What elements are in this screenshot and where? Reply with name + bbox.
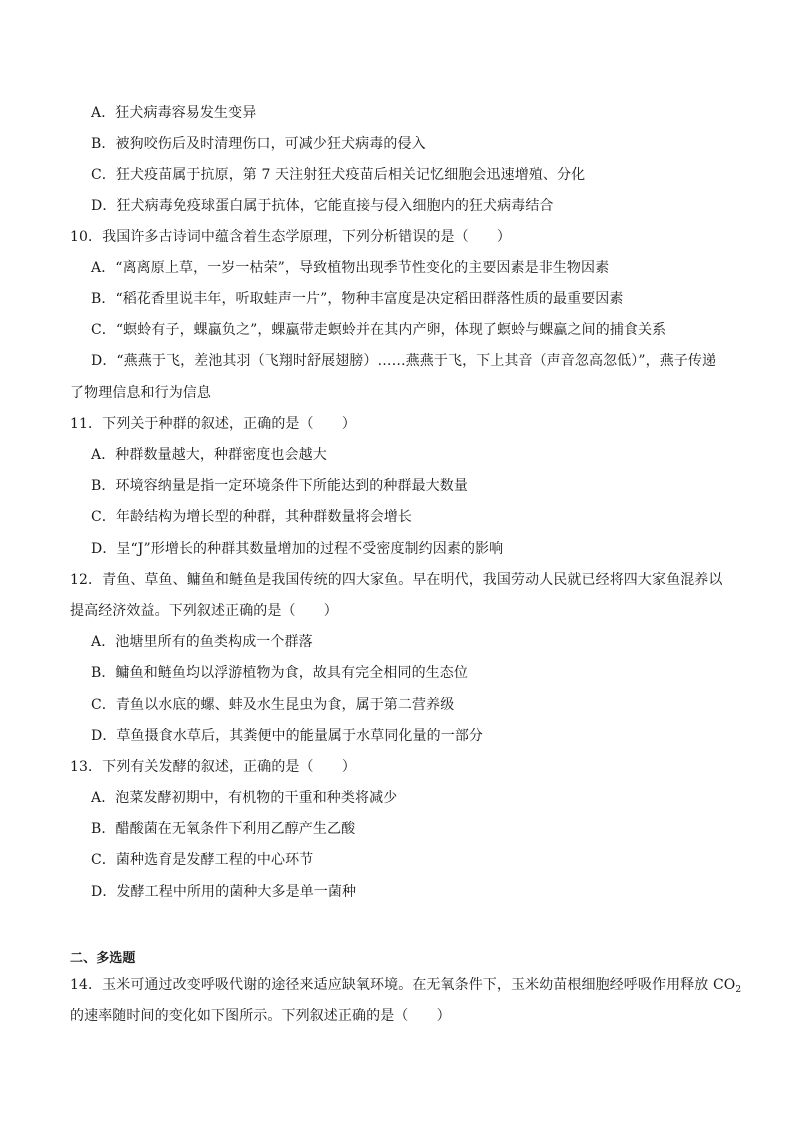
q14-stem-line-2: 的速率随时间的变化如下图所示。下列叙述正确的是（ ） [70, 1008, 451, 1024]
q10-option-c: C．“螟蛉有子，蜾蠃负之”，蜾蠃带走螟蛉并在其内产卵，体现了螟蛉与蜾蠃之间的捕食关系 [91, 322, 667, 338]
q12-stem-line-2: 提高经济效益。下列叙述正确的是（ ） [70, 603, 338, 619]
q10-option-d: D．“燕燕于飞，差池其羽（飞翔时舒展翅膀）……燕燕于飞，下上其音（声音忽高忽低）”，燕子传递 [91, 353, 717, 369]
q12-option-a: A．池塘里所有的鱼类构成一个群落 [91, 634, 313, 650]
q11-option-c: C．年龄结构为增长型的种群，其种群数量将会增长 [91, 509, 413, 525]
q9-option-c: C．狂犬疫苗属于抗原，第 7 天注射狂犬疫苗后相关记忆细胞会迅速增殖、分化 [91, 167, 586, 183]
q12-option-b: B．鳙鱼和鲢鱼均以浮游植物为食，故具有完全相同的生态位 [91, 665, 468, 681]
q10-stem: 10．我国许多古诗词中蕴含着生态学原理，下列分析错误的是（ ） [70, 229, 512, 245]
q11-option-a: A．种群数量越大，种群密度也会越大 [91, 447, 327, 463]
q13-option-d: D．发酵工程中所用的菌种大多是单一菌种 [91, 884, 357, 900]
co2-subscript: 2 [735, 985, 742, 995]
q9-option-a: A．狂犬病毒容易发生变异 [91, 105, 257, 121]
q9-option-b: B．被狗咬伤后及时清理伤口，可减少狂犬病毒的侵入 [91, 136, 426, 152]
q13-stem: 13．下列有关发酵的叙述，正确的是（ ） [70, 759, 356, 775]
q11-stem: 11．下列关于种群的叙述，正确的是（ ） [70, 416, 356, 432]
q12-option-c: C．青鱼以水底的螺、蚌及水生昆虫为食，属于第二营养级 [91, 697, 455, 713]
q11-option-d: D．呈“J”形增长的种群其数量增加的过程不受密度制约因素的影响 [91, 541, 504, 557]
q14-stem-line-1 [70, 976, 741, 994]
q13-option-a: A．泡菜发酵初期中，有机物的干重和种类将减少 [91, 790, 398, 806]
q13-option-b: B．醋酸菌在无氧条件下利用乙醇产生乙酸 [91, 821, 356, 837]
q12-stem-line-1: 12．青鱼、草鱼、鳙鱼和鲢鱼是我国传统的四大家鱼。早在明代，我国劳动人民就已经将四大家鱼混养以 [70, 572, 723, 588]
q10-option-d-continued: 了物理信息和行为信息 [70, 385, 211, 401]
q13-option-c: C．菌种选育是发酵工程的中心环节 [91, 852, 314, 868]
q11-option-b: B．环境容纳量是指一定环境条件下所能达到的种群最大数量 [91, 478, 468, 494]
q12-option-d: D．草鱼摄食水草后，其粪便中的能量属于水草同化量的一部分 [91, 728, 484, 744]
q9-option-d: D．狂犬病毒免疫球蛋白属于抗体，它能直接与侵入细胞内的狂犬病毒结合 [91, 198, 554, 214]
section-title-multiple-choice: 二、多选题 [70, 951, 136, 966]
q10-option-a: A．“离离原上草，一岁一枯荣”，导致植物出现季节性变化的主要因素是非生物因素 [91, 260, 610, 276]
q10-option-b: B．“稻花香里说丰年，听取蛙声一片”，物种丰富度是决定稻田群落性质的最重要因素 [91, 291, 624, 307]
q14-stem-line-1-text: 14．玉米可通过改变呼吸代谢的途径来适应缺氧环境。在无氧条件下，玉米幼苗根细胞经呼吸作用释放 CO [70, 977, 736, 993]
